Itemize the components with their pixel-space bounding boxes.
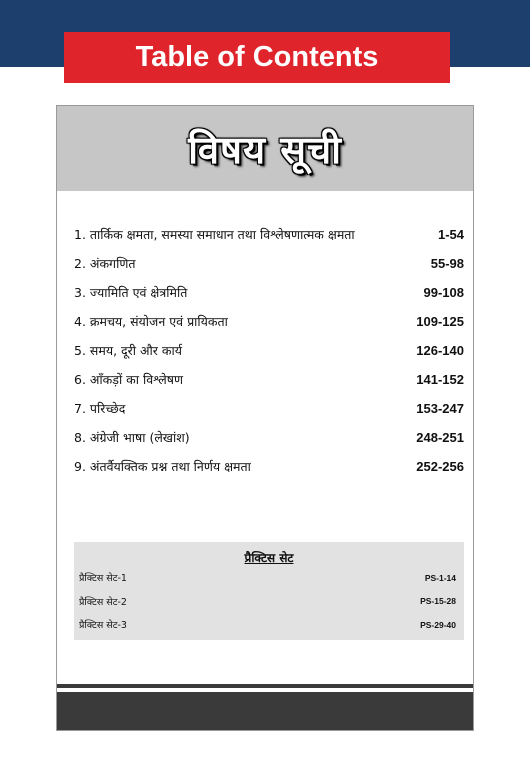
toc-pages: 248-251: [416, 430, 464, 445]
toc-pages: 141-152: [416, 372, 464, 387]
toc-label: 7. परिच्छेद: [74, 401, 126, 416]
toc-label: 3. ज्यामिति एवं क्षेत्रमिति: [74, 285, 188, 300]
footer-divider: [57, 684, 473, 688]
toc-row[interactable]: [74, 400, 464, 429]
practice-set-title: प्रैक्टिस सेट: [244, 551, 294, 565]
toc-label: 6. आँकड़ों का विश्लेषण: [74, 372, 184, 387]
practice-set-pages: PS-15-28: [420, 596, 456, 607]
practice-set-box: [74, 542, 464, 640]
toc-row[interactable]: [74, 429, 464, 458]
page-title: Table of Contents: [135, 41, 379, 73]
toc-pages: 252-256: [416, 459, 464, 474]
toc-row[interactable]: [74, 342, 464, 371]
toc-row[interactable]: [74, 371, 464, 400]
toc-row[interactable]: [74, 458, 464, 487]
practice-set-label: प्रैक्टिस सेट-3: [79, 620, 127, 632]
practice-set-pages: PS-1-14: [424, 572, 456, 583]
toc-list: [74, 226, 464, 487]
practice-set-label: प्रैक्टिस सेट-2: [79, 596, 127, 608]
sheet-header: [57, 106, 473, 191]
toc-label: 1. तार्किक क्षमता, समस्या समाधान तथा विश्लेषणात्मक क्षमता: [74, 227, 355, 242]
toc-pages: 99-108: [423, 285, 464, 300]
toc-label: 9. अंतर्वैयक्तिक प्रश्न तथा निर्णय क्षमता: [74, 459, 251, 474]
practice-set-row[interactable]: [74, 613, 464, 637]
toc-pages: 1-54: [437, 227, 464, 242]
toc-row[interactable]: [74, 284, 464, 313]
toc-label: 8. अंग्रेजी भाषा (लेखांश): [74, 430, 190, 445]
toc-row[interactable]: [74, 313, 464, 342]
toc-pages: 109-125: [416, 314, 464, 329]
toc-label: 2. अंकगणित: [74, 256, 136, 271]
practice-set-label: प्रैक्टिस सेट-1: [79, 573, 127, 585]
page-title-banner: [64, 32, 450, 83]
contents-sheet: [56, 105, 474, 731]
toc-row[interactable]: [74, 255, 464, 284]
practice-set-row[interactable]: [74, 566, 464, 590]
toc-row[interactable]: [74, 226, 464, 255]
toc-label: 4. क्रमचय, संयोजन एवं प्रायिकता: [74, 314, 228, 329]
toc-pages: 126-140: [416, 343, 464, 358]
practice-set-pages: PS-29-40: [420, 619, 456, 630]
toc-label: 5. समय, दूरी और कार्य: [74, 343, 182, 358]
practice-set-row[interactable]: [74, 590, 464, 614]
hindi-title: विषय सूची: [188, 127, 342, 172]
footer-bar: [57, 692, 473, 730]
toc-pages: 55-98: [430, 256, 464, 271]
toc-pages: 153-247: [416, 401, 464, 416]
